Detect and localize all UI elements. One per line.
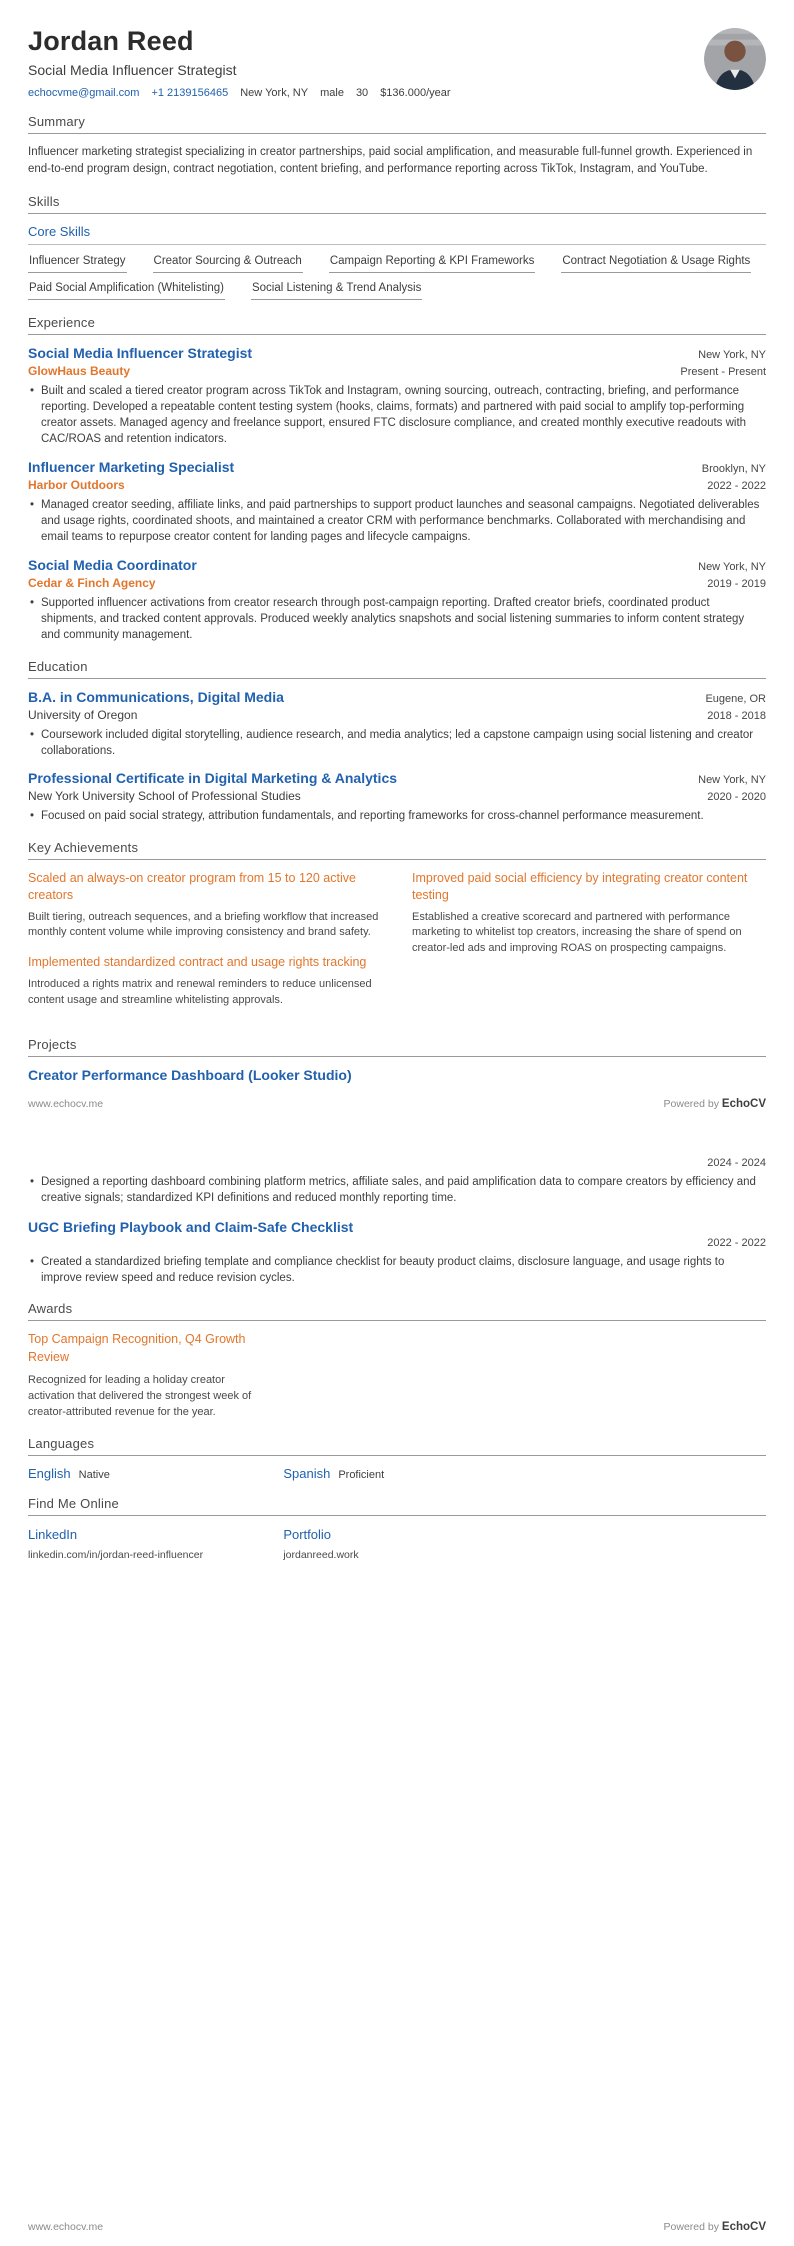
job-company: GlowHaus Beauty	[28, 363, 131, 378]
footer-powered-label: Powered by	[663, 1098, 719, 1110]
header-text-block	[28, 26, 451, 99]
achievements-column-left	[28, 870, 382, 1022]
linkedin-url[interactable]: linkedin.com/in/jordan-reed-influencer	[28, 1549, 204, 1562]
job-bullet: • Managed creator seeding, affiliate links, and paid partnerships to support product launches and seasonal campaigns. Negotiated deliverables and usage rights, coordinated shoots, and maintained a creator CRM with performance benchmarks. Collaborated with merchandising and email teams to repurpose creator content for landing pages and lifecycle campaigns.	[28, 497, 766, 546]
school-location: New York, NY	[698, 774, 766, 787]
award-item	[28, 1331, 255, 1421]
portfolio-url[interactable]: jordanreed.work	[283, 1549, 359, 1562]
project-dates: 2024 - 2024	[707, 1157, 766, 1169]
section-languages	[28, 1436, 766, 1481]
job-bullet: • Built and scaled a tiered creator program across TikTok and Instagram, owning sourcing, outreach, contracting, briefing, and performance reporting. Developed a repeatable content testing system (hooks, claims, formats) and partnered with paid social to amplify top-performing creator assets. Managed agency and freelance support, ensured FTC disclosure compliance, and created monthly executive readouts with CAC/ROAS and retention indicators.	[28, 383, 766, 448]
experience-entry	[28, 557, 766, 644]
school-dates: 2020 - 2020	[707, 791, 766, 804]
candidate-title: Social Media Influencer Strategist	[28, 62, 237, 78]
page-2-content	[0, 1123, 794, 1561]
skill-item: Campaign Reporting & KPI Frameworks	[329, 255, 536, 273]
skill-item: Contract Negotiation & Usage Rights	[561, 255, 751, 273]
language-item	[283, 1466, 510, 1481]
portfolio-link[interactable]: Portfolio	[283, 1527, 332, 1543]
school-name: University of Oregon	[28, 707, 138, 722]
achievements-column-right	[412, 870, 766, 1022]
footer-powered-label: Powered by	[663, 2221, 719, 2233]
resume-page-2	[0, 1123, 794, 2246]
skill-item: Paid Social Amplification (Whitelisting)	[28, 282, 225, 300]
page-1-footer	[28, 1098, 766, 1110]
job-dates: Present - Present	[680, 365, 766, 378]
section-education	[28, 659, 766, 825]
skills-list	[28, 255, 766, 300]
contact-age: 30	[355, 87, 369, 99]
contact-salary: $136.000/year	[380, 87, 451, 99]
email-link[interactable]: echocvme@gmail.com	[28, 87, 140, 99]
job-title: Social Media Coordinator	[28, 556, 197, 573]
online-item	[28, 1526, 255, 1561]
contact-gender: male	[320, 87, 344, 99]
achievements-grid	[28, 870, 766, 1022]
page-2-footer	[28, 2221, 766, 2233]
project-title: UGC Briefing Playbook and Claim-Safe Checklist	[28, 1218, 354, 1235]
job-dates: 2022 - 2022	[707, 479, 766, 492]
job-title: Influencer Marketing Specialist	[28, 458, 235, 475]
experience-entry	[28, 459, 766, 546]
summary-heading: Summary	[28, 114, 766, 134]
project-bullet: • Created a standardized briefing template and compliance checklist for beauty product claims, disclosure language, and usage rights to improve review speed and reduce revision cycles.	[28, 1254, 766, 1287]
footer-site-link[interactable]: www.echocv.me	[28, 1098, 104, 1110]
summary-text: Influencer marketing strategist specializing in creator partnerships, paid social amplification, and measurable full-funnel growth. Experienced in end-to-end program design, contract negotiation, content briefing, and performance reporting across TikTok, Instagram, and YouTube.	[28, 146, 753, 176]
skills-group-title: Core Skills	[28, 224, 766, 245]
footer-site-link[interactable]: www.echocv.me	[28, 2221, 104, 2233]
experience-heading: Experience	[28, 315, 766, 335]
section-summary	[28, 114, 766, 179]
languages-grid	[28, 1466, 766, 1481]
contact-location: New York, NY	[240, 87, 309, 99]
section-projects	[28, 1037, 766, 1083]
school-name: New York University School of Professional Studies	[28, 789, 301, 804]
contact-row	[28, 87, 451, 99]
section-find-me-online	[28, 1496, 766, 1561]
profile-photo-placeholder-icon	[704, 28, 766, 90]
section-experience	[28, 315, 766, 644]
skills-heading: Skills	[28, 194, 766, 214]
job-location: Brooklyn, NY	[701, 462, 766, 475]
achievements-heading: Key Achievements	[28, 840, 766, 860]
language-level: Proficient	[338, 1469, 385, 1482]
awards-heading: Awards	[28, 1301, 766, 1321]
education-entry	[28, 770, 766, 824]
project-dates: 2022 - 2022	[707, 1236, 766, 1249]
footer-brand-link[interactable]: EchoCV	[721, 1098, 766, 1110]
footer-powered-by	[664, 1098, 766, 1110]
education-heading: Education	[28, 659, 766, 679]
skill-item: Social Listening & Trend Analysis	[251, 282, 422, 300]
education-entry	[28, 689, 766, 760]
job-title: Social Media Influencer Strategist	[28, 344, 253, 361]
languages-heading: Languages	[28, 1436, 766, 1456]
section-achievements	[28, 840, 766, 1022]
project-entry	[28, 1157, 766, 1207]
online-grid	[28, 1526, 766, 1561]
language-level: Native	[78, 1469, 110, 1482]
section-skills	[28, 194, 766, 300]
achievement-item	[28, 870, 382, 942]
degree-title: Professional Certificate in Digital Marketing & Analytics	[28, 770, 398, 787]
experience-entry	[28, 345, 766, 448]
projects-heading: Projects	[28, 1037, 766, 1057]
achievement-title: Implemented standardized contract and usage rights tracking	[28, 955, 367, 970]
section-awards	[28, 1301, 766, 1421]
achievement-item	[412, 870, 766, 958]
resume-header	[28, 26, 766, 99]
language-name: English	[28, 1466, 71, 1482]
language-name: Spanish	[283, 1466, 331, 1482]
achievement-title: Improved paid social efficiency by integrating creator content testing	[412, 870, 748, 902]
phone-link[interactable]: +1 2139156465	[151, 87, 229, 99]
footer-powered-by	[664, 2221, 766, 2233]
achievement-body: Established a creative scorecard and partnered with performance marketing to whitelist top creators, increasing the share of spend on creator-led ads and improving ROAS on prospecting campaigns.	[412, 910, 742, 955]
education-bullet: • Coursework included digital storytelling, audience research, and media analytics; led a capstone campaign using social listening and creator collaborations.	[28, 727, 766, 760]
page-1-content	[0, 0, 794, 1083]
project-title: Creator Performance Dashboard (Looker Studio)	[28, 1067, 352, 1084]
job-company: Harbor Outdoors	[28, 477, 125, 492]
skill-item: Creator Sourcing & Outreach	[153, 255, 303, 273]
achievement-body: Built tiering, outreach sequences, and a briefing workflow that increased monthly content volume while improving consistency and brand safety.	[28, 910, 379, 939]
project-bullet: • Designed a reporting dashboard combining platform metrics, affiliate sales, and paid amplification data to compare creators by efficiency and creative signals; standardized KPI definitions and reduced monthly reporting time.	[28, 1174, 766, 1207]
award-title: Top Campaign Recognition, Q4 Growth Review	[28, 1332, 246, 1364]
skill-item: Influencer Strategy	[28, 255, 127, 273]
job-bullet: • Supported influencer activations from creator research through post-campaign reporting. Drafted creator briefs, coordinated product shipments, and tracked content approvals. Produced weekly analytics snapshots and social listening summaries to inform content strategy and community management.	[28, 595, 766, 644]
candidate-name: Jordan Reed	[28, 26, 194, 56]
job-location: New York, NY	[698, 560, 766, 573]
job-company: Cedar & Finch Agency	[28, 575, 156, 590]
achievement-body: Introduced a rights matrix and renewal reminders to reduce unlicensed content usage and streamline whitelisting approvals.	[28, 978, 372, 1007]
online-item	[283, 1526, 510, 1561]
language-item	[28, 1466, 255, 1481]
education-bullet: • Focused on paid social strategy, attribution fundamentals, and reporting frameworks for cross-channel performance measurement.	[28, 808, 766, 824]
degree-title: B.A. in Communications, Digital Media	[28, 688, 284, 705]
online-heading: Find Me Online	[28, 1496, 766, 1516]
school-dates: 2018 - 2018	[707, 709, 766, 722]
achievement-item	[28, 954, 382, 1009]
achievement-title: Scaled an always-on creator program from 15 to 120 active creators	[28, 870, 356, 902]
footer-brand-link[interactable]: EchoCV	[721, 2221, 766, 2233]
linkedin-link[interactable]: LinkedIn	[28, 1527, 78, 1543]
job-location: New York, NY	[698, 348, 766, 361]
project-entry	[28, 1219, 766, 1287]
awards-grid	[28, 1331, 766, 1421]
school-location: Eugene, OR	[705, 692, 766, 705]
award-body: Recognized for leading a holiday creator activation that delivered the strongest week of creator-attributed revenue for the year.	[28, 1374, 252, 1419]
profile-photo	[704, 28, 766, 90]
job-dates: 2019 - 2019	[707, 577, 766, 590]
